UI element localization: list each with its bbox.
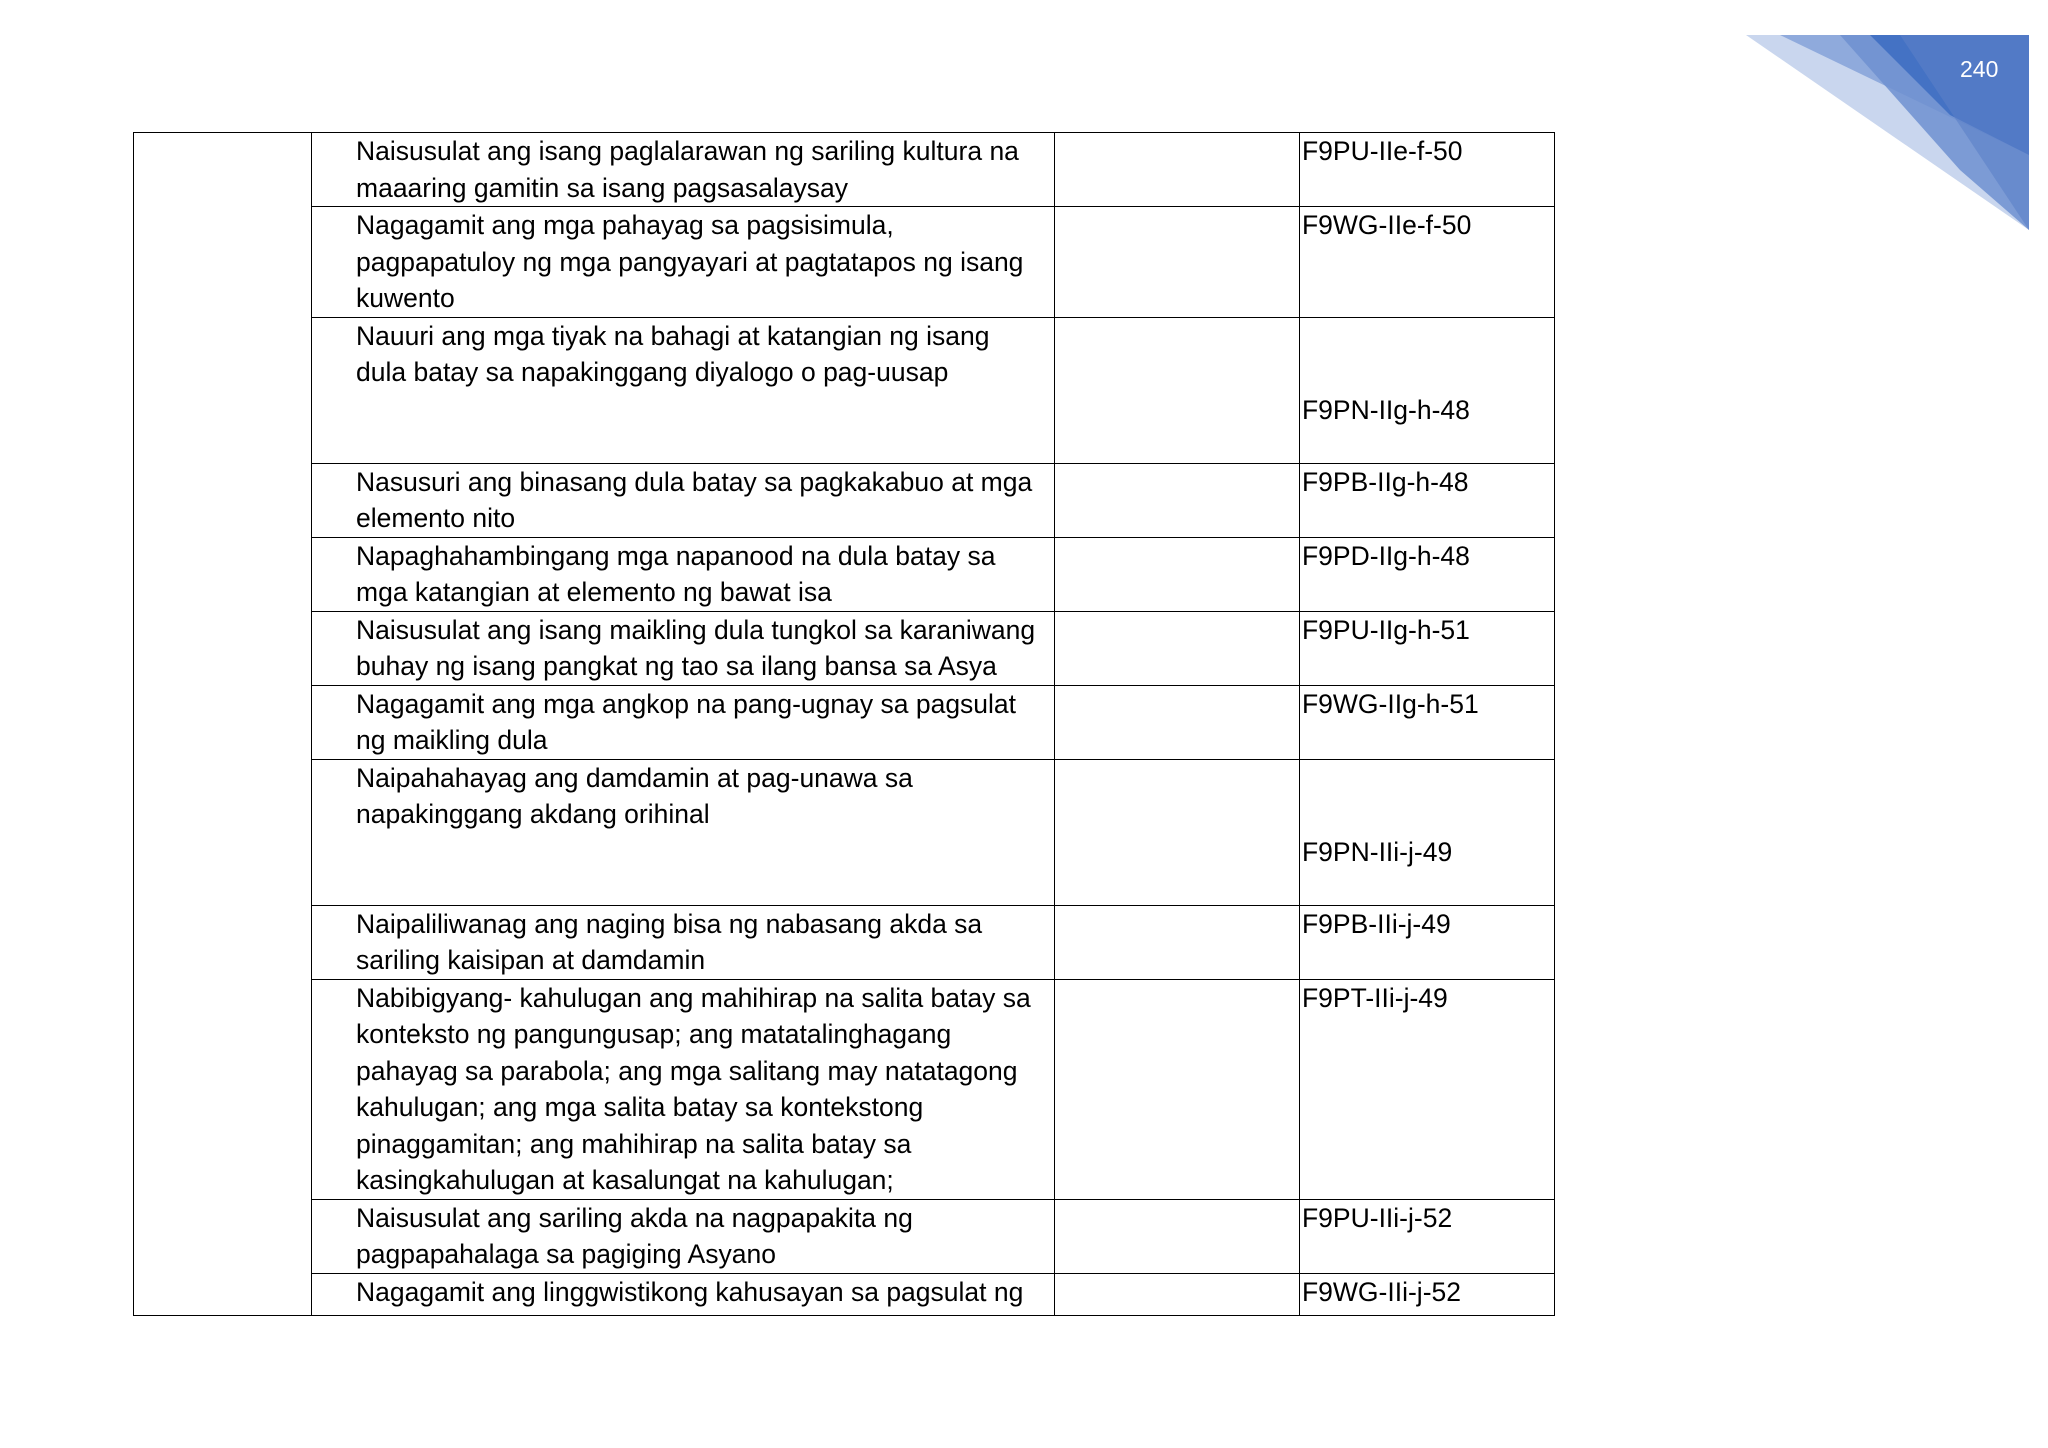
table-row xyxy=(134,537,1555,611)
code-cell: F9PU-IIe-f-50 xyxy=(1300,133,1555,207)
empty-cell xyxy=(1055,207,1300,318)
competency-cell: Nabibigyang- kahulugan ang mahihirap na salita batay sa konteksto ng pangungusap; ang matatalinghagang pahayag sa parabola; ang mga salitang may natatagong kahulugan; ang mga salita batay sa kontekstong pinaggamitan; ang mahihirap na salita batay sa kasingkahulugan at kasalungat na kahulugan; xyxy=(312,979,1055,1199)
competency-cell: Nagagamit ang linggwistikong kahusayan sa pagsulat ng xyxy=(312,1273,1055,1315)
competency-cell: Naisusulat ang isang paglalarawan ng sariling kultura na maaaring gamitin sa isang pagsasalaysay xyxy=(312,133,1055,207)
competency-cell: Nauuri ang mga tiyak na bahagi at katangian ng isang dula batay sa napakinggang diyalogo o pag-uusap xyxy=(312,317,1055,463)
code-cell: F9PN-IIg-h-48 xyxy=(1300,317,1555,463)
table-row xyxy=(134,685,1555,759)
table-row xyxy=(134,1199,1555,1273)
table-row xyxy=(134,317,1555,463)
code-cell: F9PU-IIg-h-51 xyxy=(1300,611,1555,685)
competency-cell: Nagagamit ang mga angkop na pang-ugnay sa pagsulat ng maikling dula xyxy=(312,685,1055,759)
empty-cell xyxy=(1055,133,1300,207)
code-cell: F9WG-IIe-f-50 xyxy=(1300,207,1555,318)
code-cell: F9WG-IIg-h-51 xyxy=(1300,685,1555,759)
empty-cell xyxy=(1055,759,1300,905)
table-row xyxy=(134,979,1555,1199)
code-cell: F9PB-IIg-h-48 xyxy=(1300,463,1555,537)
empty-cell xyxy=(1055,1199,1300,1273)
table-row xyxy=(134,905,1555,979)
code-cell: F9PN-IIi-j-49 xyxy=(1300,759,1555,905)
empty-cell xyxy=(1055,1273,1300,1315)
competency-cell: Nasusuri ang binasang dula batay sa pagkakabuo at mga elemento nito xyxy=(312,463,1055,537)
table-row xyxy=(134,207,1555,318)
code-cell: F9PD-IIg-h-48 xyxy=(1300,537,1555,611)
code-cell: F9PB-IIi-j-49 xyxy=(1300,905,1555,979)
code-cell: F9PT-IIi-j-49 xyxy=(1300,979,1555,1199)
competency-cell: Naipahahayag ang damdamin at pag-unawa sa napakinggang akdang orihinal xyxy=(312,759,1055,905)
competency-cell: Napaghahambingang mga napanood na dula batay sa mga katangian at elemento ng bawat isa xyxy=(312,537,1055,611)
quarter-cell xyxy=(134,133,312,1316)
page-corner-decoration xyxy=(1700,20,2048,250)
empty-cell xyxy=(1055,905,1300,979)
empty-cell xyxy=(1055,685,1300,759)
page-number: 240 xyxy=(1960,56,1999,82)
code-cell: F9WG-IIi-j-52 xyxy=(1300,1273,1555,1315)
competency-cell: Naipaliliwanag ang naging bisa ng nabasang akda sa sariling kaisipan at damdamin xyxy=(312,905,1055,979)
table-row xyxy=(134,611,1555,685)
empty-cell xyxy=(1055,463,1300,537)
empty-cell xyxy=(1055,611,1300,685)
table-row xyxy=(134,133,1555,207)
competency-cell: Nagagamit ang mga pahayag sa pagsisimula, pagpapatuloy ng mga pangyayari at pagtatapos ng isang kuwento xyxy=(312,207,1055,318)
empty-cell xyxy=(1055,317,1300,463)
table-row xyxy=(134,1273,1555,1315)
code-cell: F9PU-IIi-j-52 xyxy=(1300,1199,1555,1273)
empty-cell xyxy=(1055,537,1300,611)
competency-cell: Naisusulat ang isang maikling dula tungkol sa karaniwang buhay ng isang pangkat ng tao sa ilang bansa sa Asya xyxy=(312,611,1055,685)
competency-cell: Naisusulat ang sariling akda na nagpapakita ng pagpapahalaga sa pagiging Asyano xyxy=(312,1199,1055,1273)
empty-cell xyxy=(1055,979,1300,1199)
curriculum-table xyxy=(133,132,1555,1316)
table-row xyxy=(134,463,1555,537)
table-row xyxy=(134,759,1555,905)
